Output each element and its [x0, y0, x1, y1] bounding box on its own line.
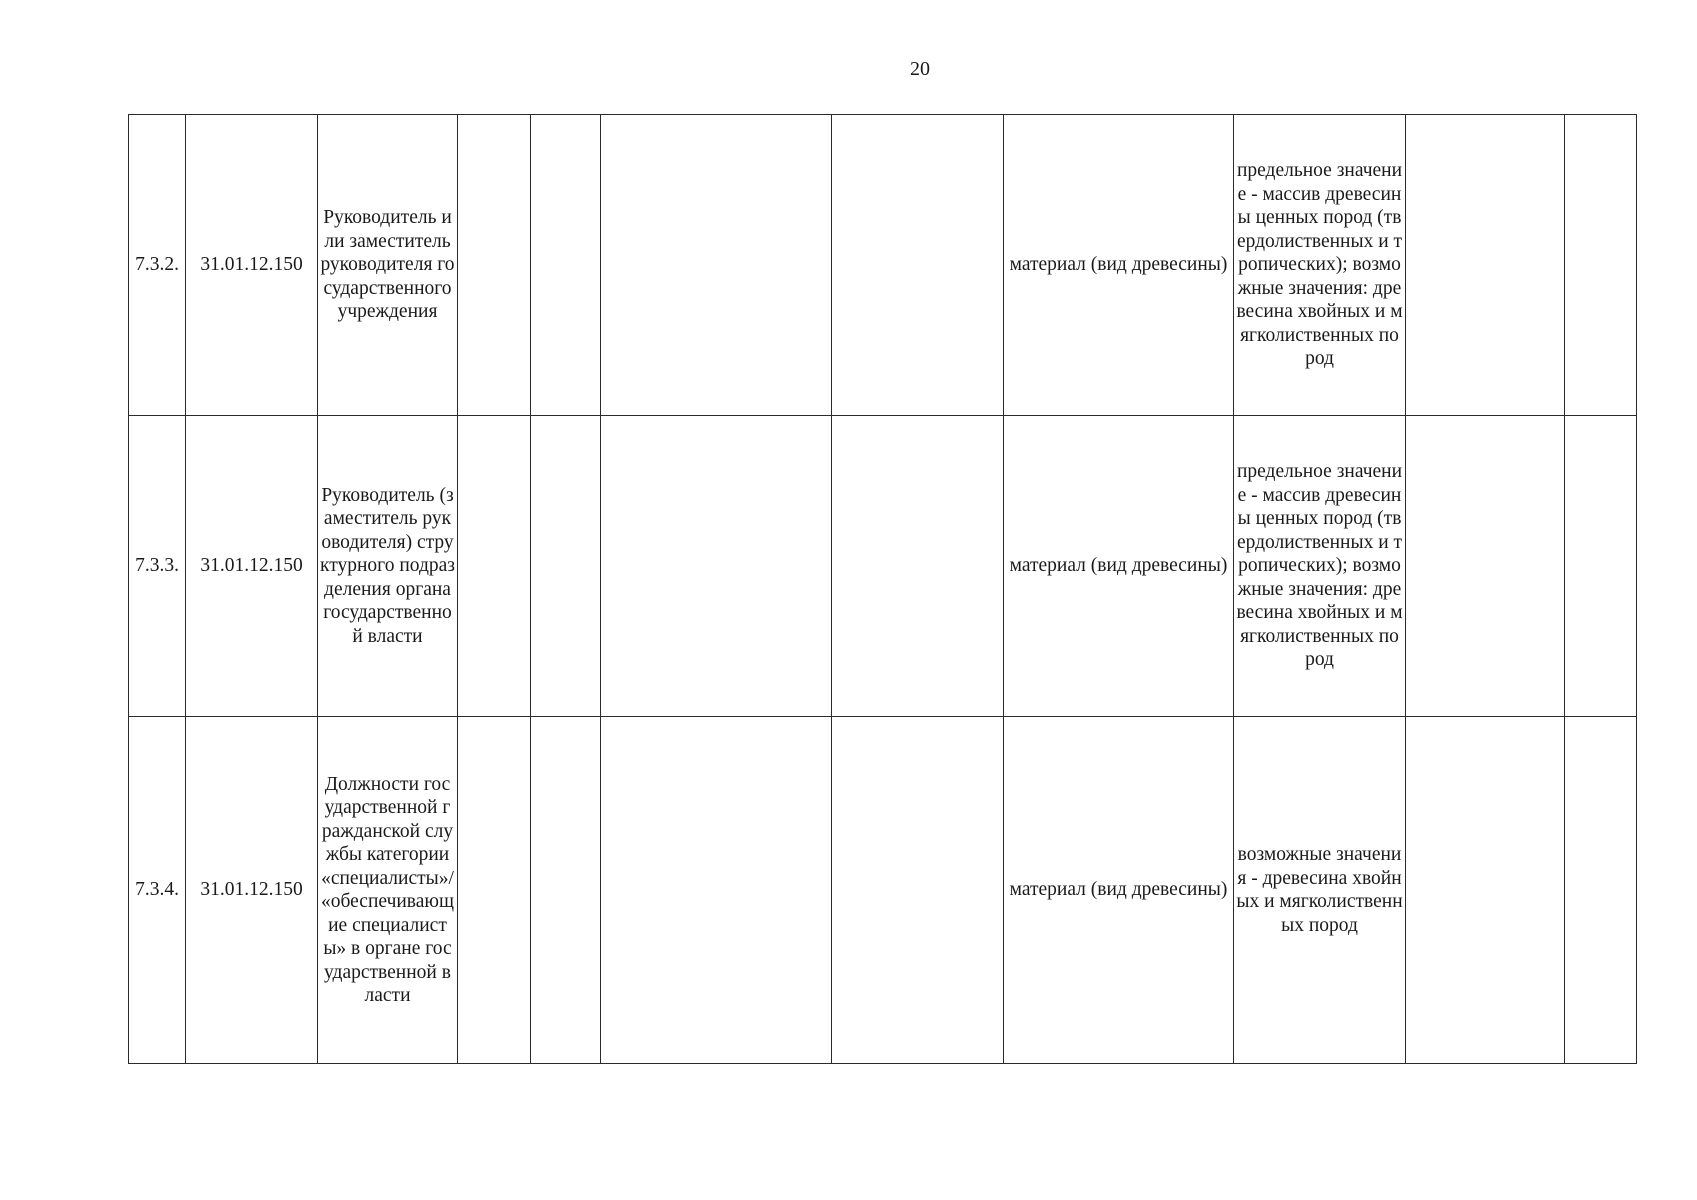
empty-cell — [531, 115, 601, 416]
requirements-table — [128, 114, 1637, 1064]
table-row — [129, 416, 1637, 717]
position-category: Должности государственной гражданской службы категории «специалисты»/ «обеспечивающие специалисты» в органе государственной власти — [318, 717, 458, 1064]
row-number: 7.3.2. — [129, 115, 186, 416]
position-category: Руководитель (заместитель руководителя) структурного подразделения органа государственной власти — [318, 416, 458, 717]
empty-cell — [832, 115, 1004, 416]
characteristic-value: предельное значение - массив древесины ценных пород (твердолиственных и тропических); возможные значения: древесина хвойных и мягколиственных пород — [1234, 115, 1406, 416]
empty-cell — [458, 717, 531, 1064]
empty-cell — [1406, 115, 1565, 416]
table-row — [129, 115, 1637, 416]
empty-cell — [1565, 717, 1637, 1064]
characteristic-value: возможные значения - древесина хвойных и мягколиственных пород — [1234, 717, 1406, 1064]
empty-cell — [832, 416, 1004, 717]
empty-cell — [458, 115, 531, 416]
empty-cell — [531, 717, 601, 1064]
empty-cell — [601, 115, 832, 416]
empty-cell — [1406, 717, 1565, 1064]
position-category: Руководитель или заместитель руководителя государственного учреждения — [318, 115, 458, 416]
empty-cell — [832, 717, 1004, 1064]
okpd-code: 31.01.12.150 — [186, 717, 318, 1064]
empty-cell — [601, 416, 832, 717]
empty-cell — [458, 416, 531, 717]
row-number: 7.3.4. — [129, 717, 186, 1064]
empty-cell — [1565, 115, 1637, 416]
characteristic-name: материал (вид древесины) — [1004, 416, 1234, 717]
table-row — [129, 717, 1637, 1064]
row-number: 7.3.3. — [129, 416, 186, 717]
empty-cell — [601, 717, 832, 1064]
characteristic-name: материал (вид древесины) — [1004, 115, 1234, 416]
empty-cell — [531, 416, 601, 717]
okpd-code: 31.01.12.150 — [186, 115, 318, 416]
characteristic-value: предельное значение - массив древесины ценных пород (твердолиственных и тропических); возможные значения: древесина хвойных и мягколиственных пород — [1234, 416, 1406, 717]
page-number: 20 — [910, 58, 930, 80]
empty-cell — [1565, 416, 1637, 717]
empty-cell — [1406, 416, 1565, 717]
okpd-code: 31.01.12.150 — [186, 416, 318, 717]
characteristic-name: материал (вид древесины) — [1004, 717, 1234, 1064]
